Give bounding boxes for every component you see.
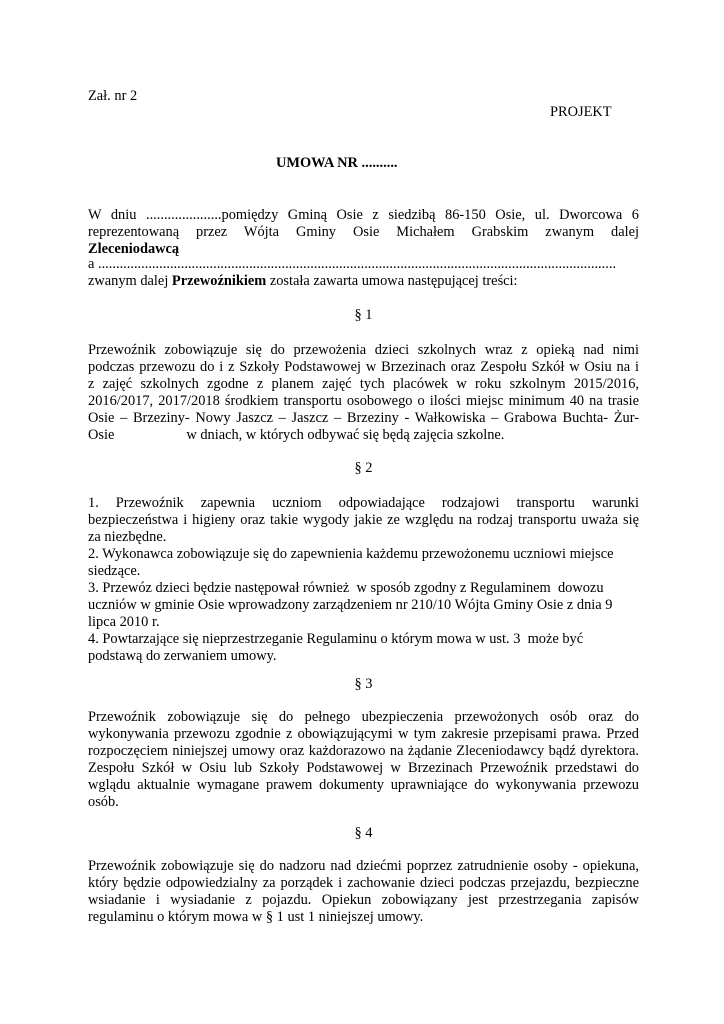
section-3-line: wglądu aktualnie wymagane prawem dokumenty uprawniające do wykonywania przewozu xyxy=(88,777,639,793)
intro-line-4: a ................................................................................................................................................ xyxy=(88,256,617,272)
section-2-line: za niezbędne. xyxy=(88,529,167,545)
section-2-line: 1. Przewoźnik zapewnia uczniom odpowiadające rodzajowi transportu warunki xyxy=(88,495,639,511)
attachment-label: Zał. nr 2 xyxy=(88,88,138,104)
intro-line-5-suffix: została zawarta umowa następującej treści: xyxy=(266,273,518,289)
section-2-line: 3. Przewóz dzieci będzie następował również w sposób zgodny z Regulaminem dowozu xyxy=(88,580,604,596)
section-2-line: bezpieczeństwa i higieny oraz takie wygody jakie ze względu na rodzaj transportu uważa się xyxy=(88,512,639,528)
section-3-line: osób. xyxy=(88,794,119,810)
section-4-line: Przewoźnik zobowiązuje się do nadzoru nad dziećmi poprzez zatrudnienie osoby - opiekuna, xyxy=(88,858,639,874)
section-2-line: 2. Wykonawca zobowiązuje się do zapewnienia każdemu przewożonemu uczniowi miejsce xyxy=(88,546,614,562)
intro-line-1: W dniu .....................pomiędzy Gminą Osie z siedzibą 86-150 Osie, ul. Dworcowa 6 xyxy=(88,207,639,223)
section-3-heading: § 3 xyxy=(354,676,373,692)
section-4-line: regulaminu o którym mowa w § 1 ust 1 niniejszej umowy. xyxy=(88,909,424,925)
section-3-line: rozpoczęciem niniejszej umowy oraz każdorazowo na żądanie Zleceniodawcy bądź dyrektora. xyxy=(88,743,639,759)
section-1-line: z zajęć szkolnych zgodne z planem zajęć tych placówek w roku szkolnym 2015/2016, xyxy=(88,376,639,392)
intro-line-5 xyxy=(88,273,639,290)
section-1-line: podczas przewozu do i z Szkoły Podstawowej w Brzezinach oraz Zespołu Szkół w Osiu na i xyxy=(88,359,639,375)
section-2-heading: § 2 xyxy=(354,460,373,476)
contract-title: UMOWA NR .......... xyxy=(276,155,398,171)
section-2-line: siedzące. xyxy=(88,563,141,579)
section-4-line: wsiadanie i wysiadanie z pojazdu. Opiekun zobowiązany jest przestrzegania zapisów xyxy=(88,892,639,908)
section-4-line: który będzie odpowiedzialny za porządek i zachowanie dzieci podczas przejazdu, bezpieczne xyxy=(88,875,639,891)
section-1-line: Osie w dniach, w których odbywać się będą zajęcia szkolne. xyxy=(88,427,505,443)
intro-line-5-prefix: zwanym dalej xyxy=(88,273,172,289)
section-3-line: Zespołu Szkół w Osiu lub Szkoły Podstawowej w Brzezinach Przewoźnik przedstawi do xyxy=(88,760,639,776)
intro-line-2: reprezentowaną przez Wójta Gminy Osie Michałem Grabskim zwanym dalej xyxy=(88,224,639,240)
project-status: PROJEKT xyxy=(550,104,612,120)
party-1-label: Zleceniodawcą xyxy=(88,241,180,257)
party-2-label: Przewoźnikiem xyxy=(171,273,267,289)
section-2-line: podstawą do zerwaniem umowy. xyxy=(88,648,277,664)
section-4-heading: § 4 xyxy=(354,825,373,841)
section-3-line: wykonywania przewozu zgodnie z obowiązującymi w tym zakresie przepisami prawa. Przed xyxy=(88,726,639,742)
section-2-line: lipca 2010 r. xyxy=(88,614,160,630)
section-1-line: Przewoźnik zobowiązuje się do przewożenia dzieci szkolnych wraz z opieką nad nimi xyxy=(88,342,639,358)
section-1-line: 2016/2017, 2017/2018 środkiem transportu osobowego o ilości miejsc minimum 40 na trasie xyxy=(88,393,639,409)
section-2-line: uczniów w gminie Osie wprowadzony zarządzeniem nr 210/10 Wójta Gminy Osie z dnia 9 xyxy=(88,597,613,613)
section-1-line: Osie – Brzeziny- Nowy Jaszcz – Jaszcz – Brzeziny - Wałkowiska – Grabowa Buchta- Żur- xyxy=(88,410,639,426)
section-3-line: Przewoźnik zobowiązuje się do pełnego ubezpieczenia przewożonych osób oraz do xyxy=(88,709,639,725)
section-2-line: 4. Powtarzające się nieprzestrzeganie Regulaminu o którym mowa w ust. 3 może być xyxy=(88,631,584,647)
section-1-heading: § 1 xyxy=(354,307,373,323)
